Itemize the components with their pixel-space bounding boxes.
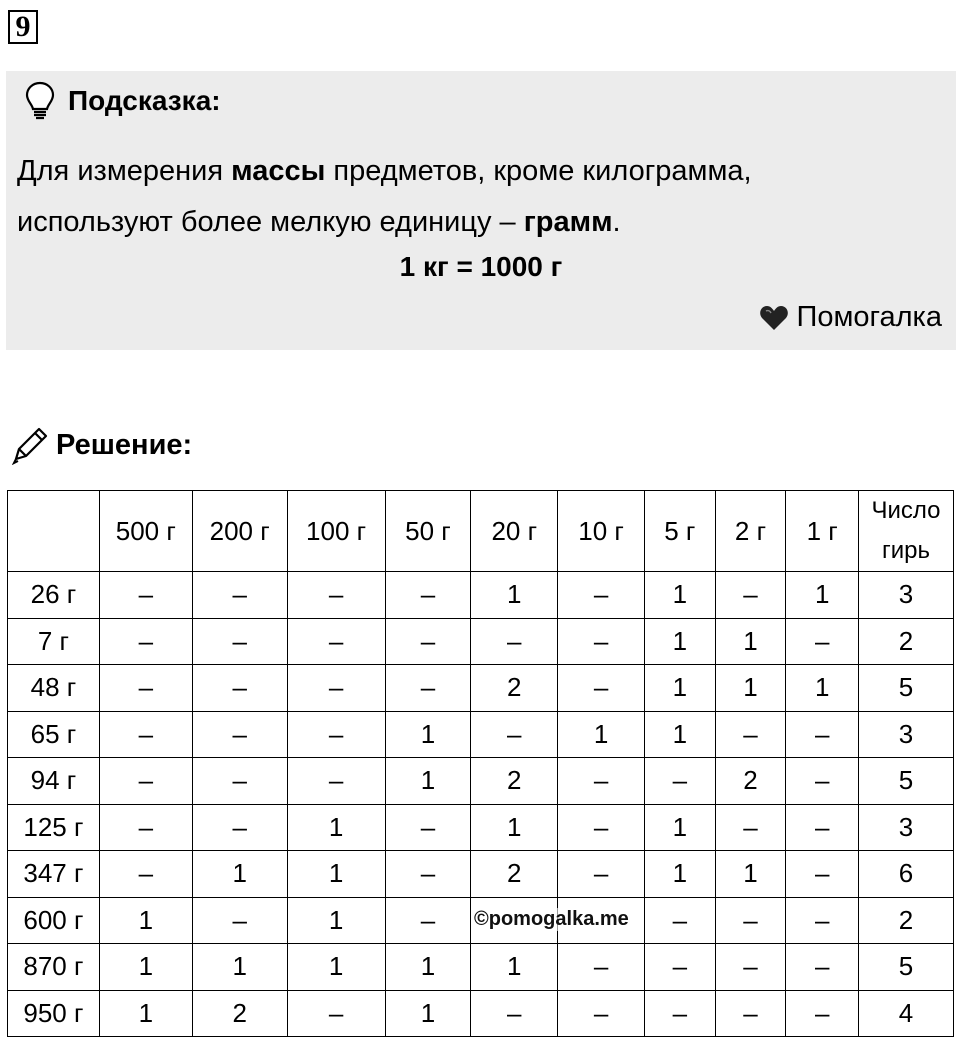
row-mass-cell: 65 г <box>8 711 100 758</box>
table-cell: – <box>715 990 786 1037</box>
table-cell: – <box>99 804 192 851</box>
solution-title-text: Решение: <box>56 428 193 461</box>
table-cell: – <box>192 804 287 851</box>
table-cell: 2 <box>715 758 786 805</box>
header-cell <box>8 491 100 572</box>
table-cell: – <box>644 944 715 991</box>
row-count-cell: 3 <box>859 804 954 851</box>
table-cell: – <box>385 897 471 944</box>
table-row <box>8 804 954 851</box>
header-cell: 200 г <box>192 491 287 572</box>
hint-title-text: Подсказка: <box>68 85 221 116</box>
table-cell: 2 <box>471 758 558 805</box>
row-count-cell: 5 <box>859 665 954 712</box>
table-cell: 1 <box>644 711 715 758</box>
row-mass-cell: 125 г <box>8 804 100 851</box>
hint-box <box>6 71 956 350</box>
table-cell: 1 <box>715 851 786 898</box>
table-cell: – <box>715 711 786 758</box>
hint-title <box>24 79 221 123</box>
weights-table <box>7 490 954 1037</box>
header-cell: 20 г <box>471 491 558 572</box>
table-cell: 1 <box>385 944 471 991</box>
row-mass-cell: 94 г <box>8 758 100 805</box>
table-cell: – <box>385 851 471 898</box>
table-cell: – <box>558 665 645 712</box>
table-cell: 1 <box>786 665 859 712</box>
row-count-cell: 2 <box>859 897 954 944</box>
table-cell: – <box>715 804 786 851</box>
table-cell: – <box>786 990 859 1037</box>
hint-keyword-gram: грамм <box>523 206 613 238</box>
header-cell: 1 г <box>786 491 859 572</box>
table-cell: 1 <box>471 804 558 851</box>
header-cell: 100 г <box>287 491 385 572</box>
row-mass-cell: 48 г <box>8 665 100 712</box>
table-cell: – <box>287 990 385 1037</box>
table-row <box>8 711 954 758</box>
row-mass-cell: 26 г <box>8 572 100 619</box>
table-cell: 1 <box>192 944 287 991</box>
hint-line-1 <box>17 146 947 197</box>
table-cell: 1 <box>287 944 385 991</box>
table-row <box>8 665 954 712</box>
table-cell: – <box>287 665 385 712</box>
table-cell: – <box>192 711 287 758</box>
hint-line-1-part-2: предметов, кроме килограмма, <box>325 155 752 187</box>
table-cell: 2 <box>471 665 558 712</box>
table-cell: 1 <box>471 572 558 619</box>
credit <box>759 301 942 334</box>
count-header-line-2: гирь <box>882 537 931 564</box>
table-row <box>8 758 954 805</box>
table-cell: – <box>287 572 385 619</box>
heart-icon <box>759 305 789 331</box>
table-cell: 1 <box>385 711 471 758</box>
pencil-icon <box>10 425 50 465</box>
table-cell: – <box>644 897 715 944</box>
table-cell: – <box>558 944 645 991</box>
row-count-cell: 3 <box>859 711 954 758</box>
table-cell: 1 <box>644 665 715 712</box>
row-mass-cell: 7 г <box>8 618 100 665</box>
hint-line-1-part-1: Для измерения <box>17 155 232 187</box>
table-body <box>8 572 954 1037</box>
table-cell: – <box>99 618 192 665</box>
hint-text <box>17 146 947 248</box>
watermark: ©pomogalka.me <box>474 908 629 930</box>
table-cell: – <box>715 897 786 944</box>
table-cell: – <box>385 618 471 665</box>
header-cell-count <box>859 491 954 572</box>
table-cell: – <box>99 711 192 758</box>
table-cell: – <box>471 711 558 758</box>
table-cell: – <box>558 572 645 619</box>
row-count-cell: 3 <box>859 572 954 619</box>
row-mass-cell: 347 г <box>8 851 100 898</box>
table-cell: – <box>192 618 287 665</box>
table-cell: – <box>644 990 715 1037</box>
table-cell: – <box>192 758 287 805</box>
table-cell: – <box>786 804 859 851</box>
row-count-cell: 2 <box>859 618 954 665</box>
table-cell: – <box>786 851 859 898</box>
table-cell: – <box>287 618 385 665</box>
table-cell: – <box>99 665 192 712</box>
table-cell: – <box>99 851 192 898</box>
table-cell: – <box>471 990 558 1037</box>
table-cell: – <box>644 758 715 805</box>
formula: 1 кг = 1000 г <box>399 251 563 282</box>
table-cell: 1 <box>471 944 558 991</box>
table-row <box>8 851 954 898</box>
table-cell: – <box>558 990 645 1037</box>
table-cell: 1 <box>287 851 385 898</box>
table-cell: 1 <box>644 851 715 898</box>
table-cell: 2 <box>471 851 558 898</box>
row-mass-cell: 950 г <box>8 990 100 1037</box>
table-cell: – <box>558 618 645 665</box>
header-cell: 10 г <box>558 491 645 572</box>
header-cell: 50 г <box>385 491 471 572</box>
table-cell: – <box>786 944 859 991</box>
table-row <box>8 618 954 665</box>
table-cell: – <box>385 572 471 619</box>
table-cell: 1 <box>715 665 786 712</box>
table-cell: 1 <box>192 851 287 898</box>
table-cell: – <box>558 758 645 805</box>
table-cell: – <box>99 572 192 619</box>
table-cell: – <box>558 804 645 851</box>
table-cell: 1 <box>99 897 192 944</box>
row-count-cell: 4 <box>859 990 954 1037</box>
row-count-cell: 5 <box>859 758 954 805</box>
hint-keyword-mass: массы <box>231 155 326 187</box>
table-cell: 1 <box>558 711 645 758</box>
table-cell: 1 <box>644 618 715 665</box>
table-cell: 1 <box>385 758 471 805</box>
table-row <box>8 944 954 991</box>
table-cell: – <box>471 618 558 665</box>
lightbulb-icon <box>24 81 56 121</box>
table-cell: – <box>99 758 192 805</box>
table-cell: 1 <box>644 804 715 851</box>
table-cell: – <box>385 804 471 851</box>
table-cell: 1 <box>644 572 715 619</box>
table-cell: 1 <box>287 804 385 851</box>
table-cell: – <box>786 758 859 805</box>
table-cell: 1 <box>385 990 471 1037</box>
credit-text: Помогалка <box>796 301 942 333</box>
table-cell: – <box>715 944 786 991</box>
table-cell: 1 <box>715 618 786 665</box>
hint-line-2-part-2: . <box>612 206 621 238</box>
row-mass-cell: 870 г <box>8 944 100 991</box>
header-cell: 2 г <box>715 491 786 572</box>
table-cell: – <box>786 618 859 665</box>
task-number: 9 <box>8 10 38 44</box>
row-mass-cell: 600 г <box>8 897 100 944</box>
header-cell: 5 г <box>644 491 715 572</box>
table-cell: 1 <box>287 897 385 944</box>
table-cell: – <box>558 851 645 898</box>
header-cell: 500 г <box>99 491 192 572</box>
table-cell: – <box>192 665 287 712</box>
table-cell: – <box>287 711 385 758</box>
table-cell: – <box>786 897 859 944</box>
count-header-line-1: Число <box>871 497 941 524</box>
table-cell: – <box>786 711 859 758</box>
table-cell: 1 <box>99 944 192 991</box>
table-row <box>8 572 954 619</box>
table-cell: – <box>287 758 385 805</box>
hint-line-2 <box>17 197 947 248</box>
table-cell: 1 <box>786 572 859 619</box>
table-cell: 2 <box>192 990 287 1037</box>
table-cell: – <box>192 572 287 619</box>
table-cell: 1 <box>99 990 192 1037</box>
row-count-cell: 6 <box>859 851 954 898</box>
table-cell: – <box>385 665 471 712</box>
solution-title <box>10 423 192 467</box>
row-count-cell: 5 <box>859 944 954 991</box>
table-header-row <box>8 491 954 572</box>
table-cell: – <box>715 572 786 619</box>
table-cell: – <box>192 897 287 944</box>
table-row <box>8 990 954 1037</box>
hint-line-2-part-1: используют более мелкую единицу – <box>17 206 524 238</box>
